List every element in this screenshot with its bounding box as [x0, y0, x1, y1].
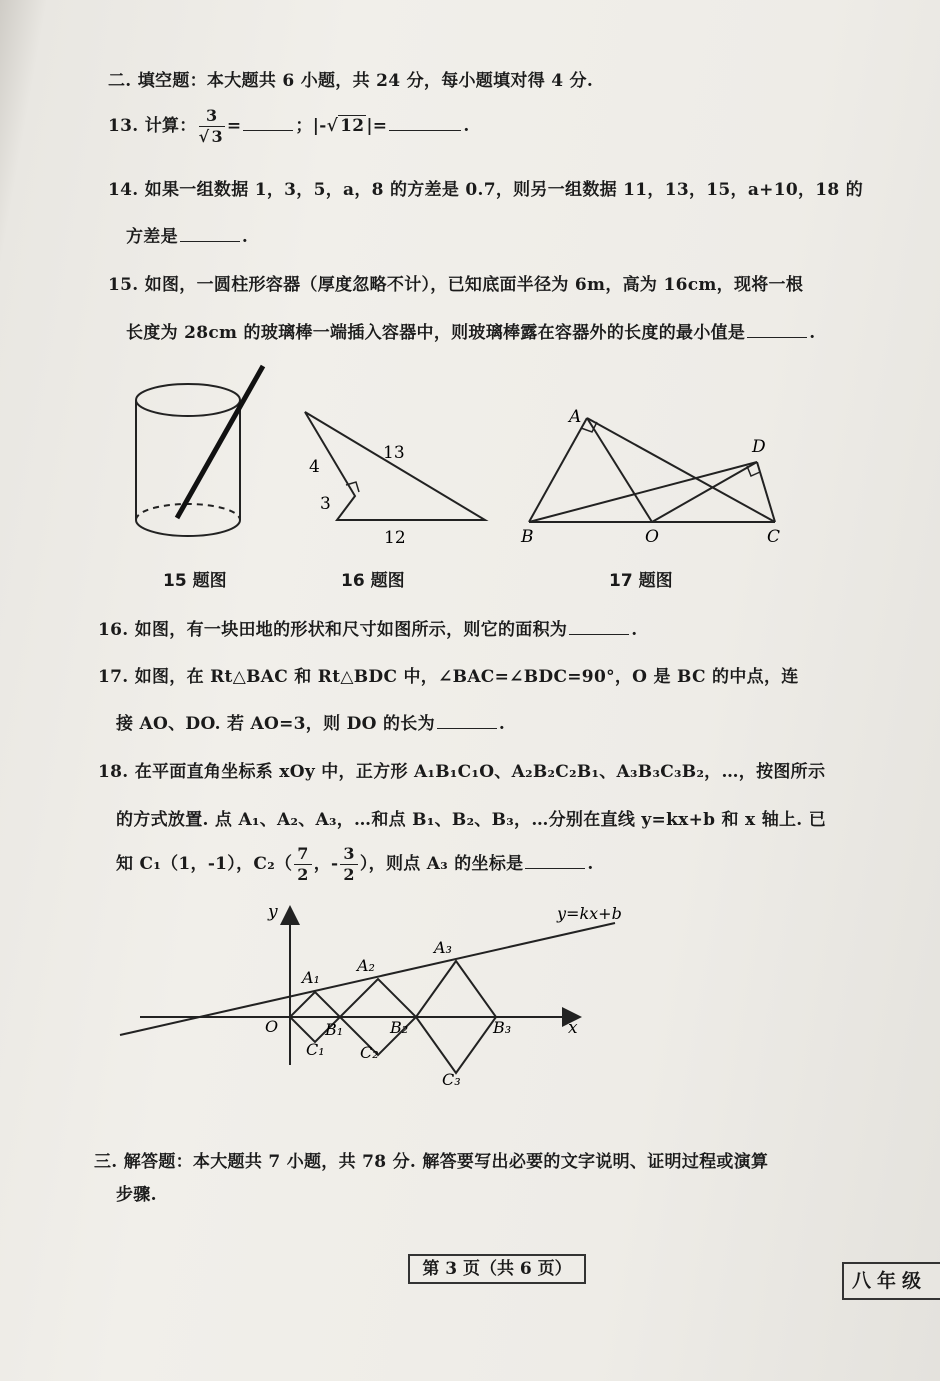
q13-frac-denominator: √ 3	[198, 127, 223, 146]
q13-label: 13. 计算：	[108, 116, 197, 136]
q13-fraction	[199, 108, 225, 145]
q18-frac-3-2	[340, 846, 357, 883]
q13-frac-numerator: 3	[199, 108, 225, 127]
q18-frac1-den: 2	[297, 865, 309, 884]
q18-end: .	[587, 854, 594, 874]
q13-abs-close: |=	[366, 116, 388, 136]
q13-equals: =	[226, 116, 242, 136]
point-D: D	[752, 437, 766, 457]
label-A1: A₁	[302, 968, 320, 987]
caption-figure-16: 16 题图	[341, 571, 405, 591]
page-number: 第 3 页（共 6 页）	[408, 1254, 586, 1284]
question-16	[98, 615, 637, 640]
q15-blank[interactable]	[747, 336, 807, 338]
segment-AO	[587, 418, 652, 522]
label-12: 12	[384, 528, 406, 548]
question-15-line2	[126, 318, 815, 343]
label-origin: O	[265, 1017, 279, 1036]
question-18-line3	[116, 846, 594, 883]
section3-heading-line1: 三. 解答题：本大题共 7 小题，共 78 分. 解答要写出必要的文字说明、证明过程或演算	[94, 1152, 769, 1172]
q18-frac1-num: 7	[294, 846, 311, 865]
label-line: y=kx+b	[557, 904, 622, 923]
segment-BA	[529, 418, 587, 522]
question-14-line1: 14. 如果一组数据 1，3，5，a，8 的方差是 0.7，则另一组数据 11，13，15，a+10，18 的	[108, 180, 864, 200]
section3-heading-line2: 步骤.	[116, 1185, 157, 1205]
label-B2: B₂	[390, 1018, 409, 1037]
q15-prompt: 长度为 28cm 的玻璃棒一端插入容器中，则玻璃棒露在容器外的长度的最小值是	[126, 323, 746, 343]
label-A3: A₃	[434, 938, 452, 957]
label-x: x	[568, 1018, 578, 1038]
label-y: y	[268, 902, 278, 922]
figure-17-triangles	[515, 400, 790, 550]
line-y-kx-b	[120, 923, 615, 1035]
label-B1: B₁	[325, 1020, 344, 1039]
label-4: 4	[309, 457, 320, 477]
q18-comma: ，	[313, 854, 332, 874]
q13-blank-1[interactable]	[243, 129, 293, 131]
q17-prompt: 接 AO、DO. 若 AO=3，则 DO 的长为	[116, 714, 435, 734]
cylinder-bottom-front	[136, 520, 240, 536]
q18-frac2-num: 3	[340, 846, 357, 865]
label-C1: C₁	[306, 1040, 325, 1059]
q13-radicand: 12	[340, 116, 365, 136]
question-17-line2	[116, 709, 505, 734]
segment-DO	[652, 462, 757, 522]
caption-figure-17: 17 题图	[609, 571, 673, 591]
label-A2: A₂	[357, 956, 375, 975]
q17-end: .	[498, 714, 506, 734]
section2-heading: 二. 填空题：本大题共 6 小题，共 24 分，每小题填对得 4 分.	[108, 71, 594, 91]
point-O: O	[645, 527, 659, 547]
q14-blank[interactable]	[180, 240, 240, 242]
label-C3: C₃	[442, 1070, 461, 1089]
point-B: B	[521, 527, 534, 547]
q13-blank-2[interactable]	[389, 129, 461, 131]
q18-blank[interactable]	[525, 867, 585, 869]
question-15-line1: 15. 如图，一圆柱形容器（厚度忽略不计），已知底面半径为 6m，高为 16cm，现将一根	[108, 275, 804, 295]
q13-end: .	[463, 116, 470, 136]
figure-18-squares	[110, 895, 640, 1090]
q18-frac-7-2	[294, 846, 311, 883]
q13-frac-den-radicand: 3	[211, 127, 223, 146]
field-outline	[305, 412, 485, 520]
question-13: 13. 计算： $\frac{3}{√ 3}$ = ；|-√ 12 |= .	[108, 106, 470, 146]
q16-prompt: 16. 如图，有一块田地的形状和尺寸如图所示，则它的面积为	[98, 620, 568, 640]
q18-given-c1: 知 C₁（1，-1），C₂（	[116, 854, 293, 874]
q16-end: .	[631, 620, 638, 640]
label-C2: C₂	[360, 1043, 379, 1062]
question-17-line1: 17. 如图，在 Rt△BAC 和 Rt△BDC 中，∠BAC=∠BDC=90°，O 是 BC 的中点，连	[98, 667, 799, 687]
q14-prompt: 方差是	[126, 227, 178, 247]
q15-end: .	[809, 323, 816, 343]
figure-15-cylinder	[125, 360, 285, 550]
q13-separator: ；	[295, 116, 313, 136]
q18-minus-sign: -	[331, 854, 339, 874]
q14-end: .	[241, 227, 249, 247]
caption-figure-15: 15 题图	[163, 571, 227, 591]
q16-blank[interactable]	[569, 633, 629, 635]
label-B3: B₃	[493, 1018, 512, 1037]
question-18-line2: 的方式放置. 点 A₁、A₂、A₃，…和点 B₁、B₂、B₃，…分别在直线 y=kx+b 和 x 轴上. 已	[116, 810, 827, 830]
label-3: 3	[320, 494, 331, 514]
figure-16-field	[295, 400, 500, 550]
label-13: 13	[383, 443, 405, 463]
q13-abs-open: |-	[312, 116, 327, 136]
cylinder-bottom-back	[136, 504, 240, 520]
question-14-line2	[126, 222, 248, 247]
q18-prompt: ），则点 A₃ 的坐标是	[359, 854, 524, 874]
point-C: C	[767, 527, 781, 547]
question-18-line1: 18. 在平面直角坐标系 xOy 中，正方形 A₁B₁C₁O、A₂B₂C₂B₁、A₃B₃C₃B₂，…，按图所示	[98, 762, 826, 782]
q18-frac2-den: 2	[343, 865, 355, 884]
glass-rod	[177, 366, 263, 518]
grade-label: 八年级	[842, 1262, 940, 1300]
q17-blank[interactable]	[437, 727, 497, 729]
point-A: A	[569, 407, 582, 427]
cylinder-top	[136, 384, 240, 416]
